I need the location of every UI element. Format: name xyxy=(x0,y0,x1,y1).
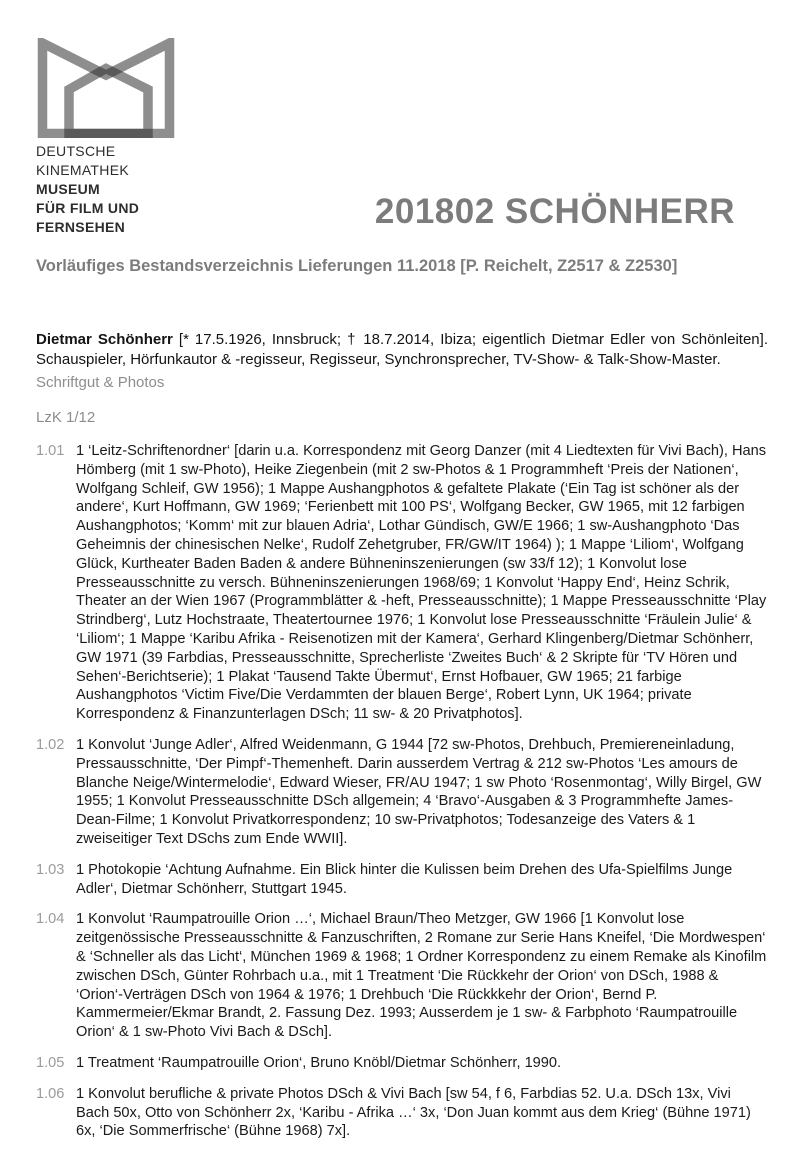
person-bio: [* 17.5.1926, Innsbruck; † 18.7.2014, Ibiza; eigentlich Dietmar Edler von Schönleiten]. Schauspieler, Hörfunkautor & -regisseur, Regisseur, Synchronsprecher, TV-Show- & Talk-Show-Master. xyxy=(36,331,768,368)
entry-number: 1.06 xyxy=(36,1085,65,1102)
lzk-label: LzK 1/12 xyxy=(36,409,96,426)
entry-number: 1.04 xyxy=(36,911,65,928)
logo-line: FERNSEHEN xyxy=(36,219,126,235)
logo-line: KINEMATHEK xyxy=(36,162,129,178)
person-name: Dietmar Schönherr xyxy=(36,331,173,348)
entry-number: 1.03 xyxy=(36,861,65,878)
logo-wordmark xyxy=(36,142,139,237)
page-title: 201802 SCHÖNHERR xyxy=(374,192,735,231)
logo-line: FÜR FILM UND xyxy=(36,200,140,216)
entry-text: 1 Konvolut ‘Junge Adler‘, Alfred Weidenmann, G 1944 [72 sw-Photos, Drehbuch, Premiereneinladung, Pressausschnitte, ‘Der Pimpf‘-Themenheft. Darin ausserdem Vertrag & 212 sw-Photos ‘Les amours de Blanche Neige/Wintermelodie‘, Edward Wieser, FR/AU 1947; 1 sw Photo ‘Rosenmontag‘, Willy Birgel, GW 1955; 1 Konvolut Presseausschnitte DSch allgemein; 4 ‘Bravo‘-Ausgaben & 3 Programmhefte James-Dean-Filme; 1 Konvolut Privatkorrespondenz; 10 sw-Privatphotos; Todesanzeige des Vaters & 1 zweiseitiger Text DSchs zum Ende WWII]. xyxy=(76,736,762,847)
entry-text: 1 ‘Leitz-Schriftenordner‘ [darin u.a. Korrespondenz mit Georg Danzer (mit 4 Liedtexten für Vivi Bach), Hans Hömberg (mit 1 sw-Photo), Heike Ziegenbein (mit 2 sw-Photos & 1 Programmheft ‘Preis der Nationen‘, Wolfgang Schleif, GW 1956); 1 Mappe Aushangphotos & gefaltete Plakate (‘Ein Tag ist schöner als der andere‘, Kurt Hoffmann, GW 1969; ‘Ferienbett mit 100 PS‘, Wolfgang Becker, GW 1965, mit 12 farbigen Aushangphotos; ‘Komm‘ mit zur blauen Adria‘, Lothar Gündisch, GW/E 1966; 1 sw-Aushangphoto ‘Das Geheimnis der chinesischen Nelke‘, Rudolf Zehetgruber, FR/GW/IT 1964) ); 1 Mappe ‘Liliom‘, Wolfgang Glück, Kurtheater Baden Baden & andere Bühneninszenierungen (sw 33/f 12); 1 Konvolut lose Presseausschnitte zu versch. Bühneninszenierungen 1968/69; 1 Konvolut ‘Happy End‘, Heinz Schrik, Theater an der Wien 1967 (Programmblätter & -heft, Presseausschnitte); 1 Mappe Presseausschnitte ‘Play Strindberg‘, Lutz Hochstraate, Theatertournee 1976; 1 Konvolut lose Presseausschnitte ‘Fräulein Julie‘ & ‘Liliom‘; 1 Mappe ‘Karibu Afrika - Reisenotizen mit der Kamera‘, Gerhard Klingenberg/Dietmar Schönherr, GW 1971 (39 Farbdias, Presseausschnitte, Sprecherliste ‘Zweites Buch‘ & 2 Skripte für ‘TV Hören und Sehen‘-Berichtserie); 1 Plakat ‘Tausend Takte Übermut‘, Ernst Hofbauer, GW 1965; 21 farbige Aushangphotos ‘Victim Five/Die Verdammten der blauen Berge‘, Robert Lynn, UK 1964; private Korrespondenz & Finanzunterlagen DSch; 11 sw- & 20 Privatphotos]. xyxy=(76,443,767,723)
entry-text: 1 Konvolut ‘Raumpatrouille Orion …‘, Michael Braun/Theo Metzger, GW 1966 [1 Konvolut lose zeitgenössische Presseausschnitte & Fanzuschriften, 2 Romane zur Serie Hans Kneifel, ‘Die Mordwespen‘ & ‘Schneller als das Licht‘, München 1969 & 1968; 1 Ordner Korrespondenz zu einem Remake als Kinofilm zwischen DSch, Günter Rohrbach u.a., mit 1 Treatment ‘Die Rückkehr der Orion‘ von DSch, 1988 & ‘Orion‘-Verträgen DSch von 1964 & 1976; 1 Drehbuch ‘Die Rückkkehr der Orion‘, Bernd P. Kammermeier/Ekmar Brandt, 2. Fassung Dez. 1993; Ausserdem je 1 sw- & Farbphoto ‘Raumpatrouille Orion‘ & 1 sw-Photo Vivi Bach & DSch]. xyxy=(76,911,767,1041)
entry-row xyxy=(36,442,768,724)
entry-row xyxy=(36,910,768,1042)
entry-row xyxy=(36,861,768,899)
entry-text: 1 Photokopie ‘Achtung Aufnahme. Ein Blick hinter die Kulissen beim Drehen des Ufa-Spielfilms Junge Adler‘, Dietmar Schönherr, Stuttgart 1945. xyxy=(76,861,733,897)
logo-line: MUSEUM xyxy=(36,181,101,197)
entry-text: 1 Konvolut berufliche & private Photos DSch & Vivi Bach [sw 54, f 6, Farbdias 52. U.a. DSch 13x, Vivi Bach 50x, Otto von Schönherr 2x, ‘Karibu - Afrika …‘ 3x, ‘Don Juan kommt aus dem Krieg‘ (Bühne 1971) 6x, ‘Die Sommerfrische‘ (Bühne 1968) 7x]. xyxy=(76,1085,751,1140)
entry-row xyxy=(36,1054,768,1073)
entry-text: 1 Treatment ‘Raumpatrouille Orion‘, Bruno Knöbl/Dietmar Schönherr, 1990. xyxy=(76,1054,562,1071)
entry-number: 1.05 xyxy=(36,1054,65,1071)
section-label: Schriftgut & Photos xyxy=(36,374,165,391)
entry-number: 1.02 xyxy=(36,736,65,753)
logo-line: DEUTSCHE xyxy=(36,143,116,159)
inventory-entries xyxy=(36,442,768,1153)
kinemathek-logo-icon xyxy=(36,38,176,138)
entry-number: 1.01 xyxy=(36,443,65,459)
page-subtitle: Vorläufiges Bestandsverzeichnis Lieferungen 11.2018 [P. Reichelt, Z2517 & Z2530] xyxy=(36,257,678,275)
entry-row xyxy=(36,736,768,849)
entry-row xyxy=(36,1085,768,1141)
person-intro-paragraph xyxy=(36,330,768,370)
